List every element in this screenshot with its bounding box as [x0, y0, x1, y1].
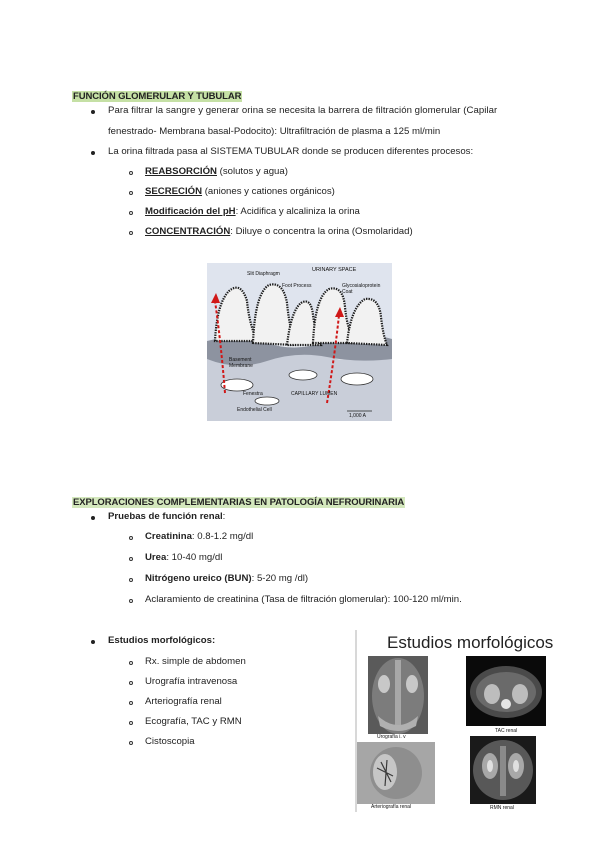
bullet: [91, 516, 95, 520]
lab-item: Creatinina: 0.8-1.2 mg/dl: [145, 531, 254, 542]
study-item: Urografía intravenosa: [145, 676, 238, 687]
label-glycocalyx: Glycosialoprotein Coat: [342, 283, 381, 295]
process-item: CONCENTRACIÓN: Diluye o concentra la orina (Osmolaridad): [145, 226, 413, 237]
sub-bullet: [129, 599, 133, 603]
bullet: [91, 640, 95, 644]
section-title-exploraciones: EXPLORACIONES COMPLEMENTARIAS EN PATOLOGÍA NEFROURINARIA: [73, 497, 405, 508]
sub-bullet: [129, 231, 133, 235]
sub-bullet: [129, 557, 133, 561]
label-endothelial-cell: Endothelial Cell: [237, 407, 272, 413]
lab-item: Urea: 10-40 mg/dl: [145, 552, 223, 563]
sub-bullet: [129, 681, 133, 685]
urography-illustration: [368, 656, 428, 734]
caption-urography: Urografía i. v: [377, 734, 406, 740]
caption-mri: RMN renal: [490, 805, 514, 811]
bullet: [91, 151, 95, 155]
lab-item: Aclaramiento de creatinina (Tasa de filtración glomerular): 100-120 ml/min.: [145, 594, 462, 605]
mri-illustration: [470, 736, 536, 804]
process-item: SECRECIÓN (aniones y cationes orgánicos): [145, 186, 335, 197]
paragraph-line: La orina filtrada pasa al SISTEMA TUBULAR donde se producen diferentes procesos:: [108, 146, 474, 157]
sub-bullet: [129, 211, 133, 215]
sub-bullet: [129, 171, 133, 175]
mri-image: [470, 736, 536, 804]
sub-bullet: [129, 661, 133, 665]
sub-bullet: [129, 536, 133, 540]
label-capillary-lumen: CAPILLARY LUMEN: [291, 391, 338, 397]
caption-ct: TAC renal: [495, 728, 518, 734]
arteriography-illustration: [357, 742, 435, 804]
figure-title: Estudios morfológicos: [387, 633, 554, 652]
ct-image: [466, 656, 546, 726]
label-urinary-space: URINARY SPACE: [312, 267, 357, 273]
label-slit-diaphragm: Slit Diaphragm: [247, 271, 280, 277]
filtration-barrier-diagram: [207, 263, 392, 421]
sub-bullet: [129, 701, 133, 705]
caption-arteriography: Arteriografía renal: [371, 804, 412, 810]
paragraph-line: fenestrado- Membrana basal-Podocito): Ultrafiltración de plasma a 125 ml/min: [108, 126, 441, 137]
sub-bullet: [129, 191, 133, 195]
label-basement-membrane: Basement Membrane: [229, 357, 253, 369]
process-item: REABSORCIÓN (solutos y agua): [145, 166, 288, 177]
process-item: Modificación del pH: Acidifica y alcaliniza la orina: [145, 206, 360, 217]
sub-bullet: [129, 578, 133, 582]
study-item: Arteriografía renal: [145, 696, 222, 707]
label-fenestra: Fenestra: [243, 391, 263, 397]
bullet: [91, 110, 95, 114]
study-item: Cistoscopia: [145, 736, 195, 747]
paragraph-line: Para filtrar la sangre y generar orina se necesita la barrera de filtración glomerular (Capilar: [108, 105, 498, 116]
urography-image: [368, 656, 428, 734]
sub-bullet: [129, 721, 133, 725]
morphological-studies-figure: [355, 630, 554, 812]
study-item: Ecografía, TAC y RMN: [145, 716, 242, 727]
section-title-glomerular: FUNCIÓN GLOMERULAR Y TUBULAR: [73, 91, 242, 102]
renal-function-label: Pruebas de función renal:: [108, 511, 226, 522]
label-scale: 1,000 A: [349, 413, 366, 419]
ct-illustration: [466, 656, 546, 726]
morphological-label: Estudios morfológicos:: [108, 635, 216, 646]
label-foot-process: Foot Process: [282, 283, 312, 289]
lab-item: Nitrógeno ureico (BUN): 5-20 mg /dl): [145, 573, 309, 584]
sub-bullet: [129, 741, 133, 745]
arteriography-image: [357, 742, 435, 804]
study-item: Rx. simple de abdomen: [145, 656, 246, 667]
